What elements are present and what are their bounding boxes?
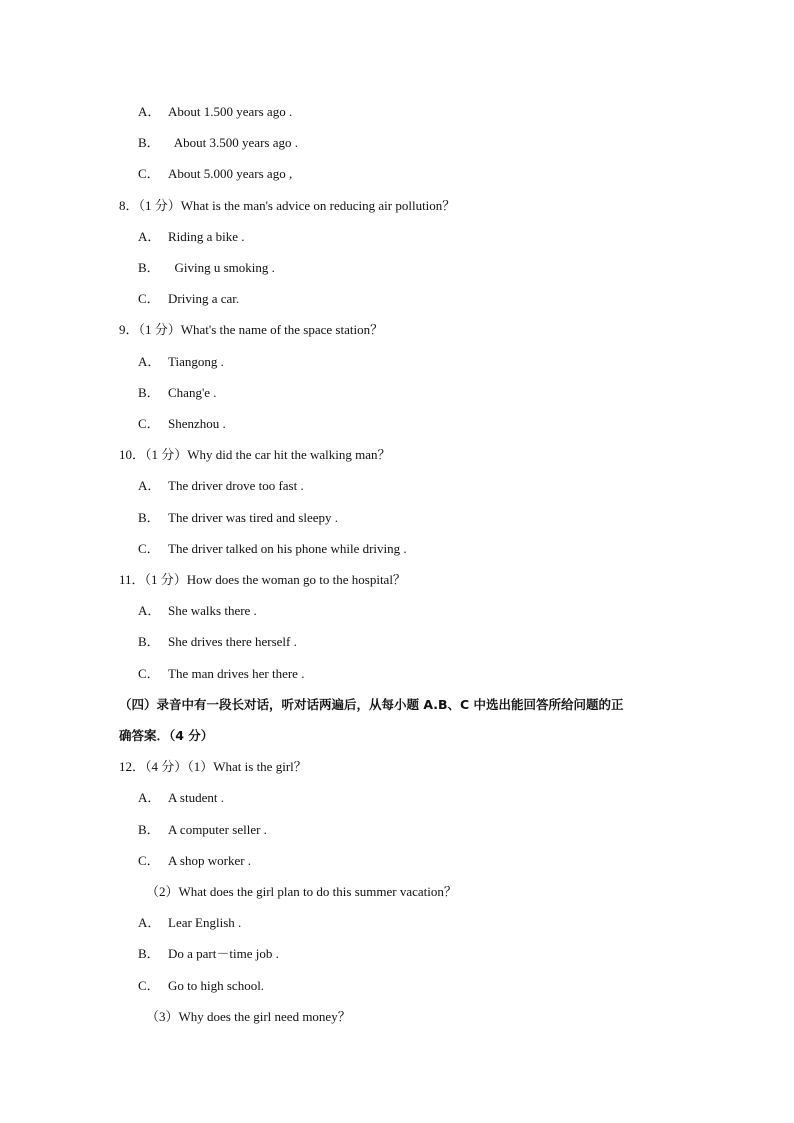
sub-question: （2）What does the girl plan to do this summer vacation？ bbox=[146, 884, 457, 899]
option-text: Chang'e . bbox=[168, 385, 217, 400]
option-letter: C． bbox=[138, 666, 160, 681]
option-letter: A． bbox=[138, 478, 161, 493]
option-text: Shenzhou . bbox=[168, 416, 226, 431]
answer-option bbox=[138, 510, 338, 526]
question-stem: 8．（1 分）What is the man's advice on reducing air pollution？ bbox=[119, 198, 456, 213]
answer-option bbox=[138, 229, 245, 245]
option-text: She walks there . bbox=[168, 603, 257, 618]
section-heading: 确答案．（4 分） bbox=[119, 728, 214, 743]
answer-option bbox=[138, 978, 264, 994]
answer-option bbox=[138, 946, 279, 962]
option-text: The driver talked on his phone while driving . bbox=[168, 541, 407, 556]
answer-option bbox=[138, 822, 267, 838]
question-stem: 10．（1 分）Why did the car hit the walking man？ bbox=[119, 447, 391, 462]
option-letter: C． bbox=[138, 541, 160, 556]
option-text: About 1.500 years ago . bbox=[168, 104, 293, 119]
option-text: Go to high school. bbox=[168, 978, 265, 993]
option-text: About 5.000 years ago , bbox=[168, 166, 293, 181]
option-letter: C． bbox=[138, 416, 160, 431]
option-text: A shop worker . bbox=[168, 853, 252, 868]
option-text: The driver drove too fast . bbox=[168, 478, 304, 493]
option-text: Tiangong . bbox=[168, 354, 224, 369]
question-stem: 12．（4 分）（1）What is the girl？ bbox=[119, 759, 307, 774]
option-letter: B． bbox=[138, 634, 160, 649]
option-text: Riding a bike . bbox=[168, 229, 245, 244]
option-letter: C． bbox=[138, 291, 160, 306]
option-letter: A． bbox=[138, 603, 161, 618]
answer-option bbox=[138, 478, 304, 494]
answer-option bbox=[138, 541, 407, 557]
option-letter: B． bbox=[138, 946, 160, 961]
option-text: The driver was tired and sleepy . bbox=[168, 510, 339, 525]
option-letter: A． bbox=[138, 915, 161, 930]
option-text: Lear English . bbox=[168, 915, 242, 930]
question-stem: 9．（1 分）What's the name of the space station？ bbox=[119, 322, 384, 337]
option-text: She drives there herself . bbox=[168, 634, 297, 649]
answer-option bbox=[138, 790, 224, 806]
option-letter: B． bbox=[138, 822, 160, 837]
option-letter: C． bbox=[138, 853, 160, 868]
option-letter: B． bbox=[138, 135, 160, 150]
option-letter: B． bbox=[138, 510, 160, 525]
option-letter: A． bbox=[138, 104, 161, 119]
option-text: The man drives her there . bbox=[168, 666, 305, 681]
answer-option bbox=[138, 104, 292, 120]
option-letter: C． bbox=[138, 166, 160, 181]
answer-option bbox=[138, 416, 226, 432]
answer-option bbox=[138, 260, 275, 276]
answer-option bbox=[138, 354, 224, 370]
option-text: Do a part－time job . bbox=[168, 946, 279, 961]
answer-option bbox=[138, 634, 297, 650]
answer-option bbox=[138, 291, 239, 307]
answer-option bbox=[138, 603, 257, 619]
section-heading: （四）录音中有一段长对话，听对话两遍后，从每小题 A.B、C 中选出能回答所给问题的正 bbox=[119, 697, 624, 712]
option-letter: C． bbox=[138, 978, 160, 993]
question-stem: 11．（1 分）How does the woman go to the hospital？ bbox=[119, 572, 406, 587]
sub-question: （3）Why does the girl need money？ bbox=[146, 1009, 351, 1024]
answer-option bbox=[138, 666, 304, 682]
option-text: About 3.500 years ago . bbox=[168, 135, 298, 150]
option-letter: B． bbox=[138, 260, 160, 275]
option-letter: A． bbox=[138, 354, 161, 369]
option-letter: A． bbox=[138, 790, 161, 805]
answer-option bbox=[138, 385, 217, 401]
answer-option bbox=[138, 135, 298, 151]
answer-option bbox=[138, 853, 251, 869]
option-letter: B． bbox=[138, 385, 160, 400]
answer-option bbox=[138, 915, 241, 931]
option-text: Driving a car. bbox=[168, 291, 240, 306]
answer-option bbox=[138, 166, 292, 182]
option-text: Giving u smoking . bbox=[168, 260, 275, 275]
option-letter: A． bbox=[138, 229, 161, 244]
option-text: A student . bbox=[168, 790, 224, 805]
option-text: A computer seller . bbox=[168, 822, 267, 837]
